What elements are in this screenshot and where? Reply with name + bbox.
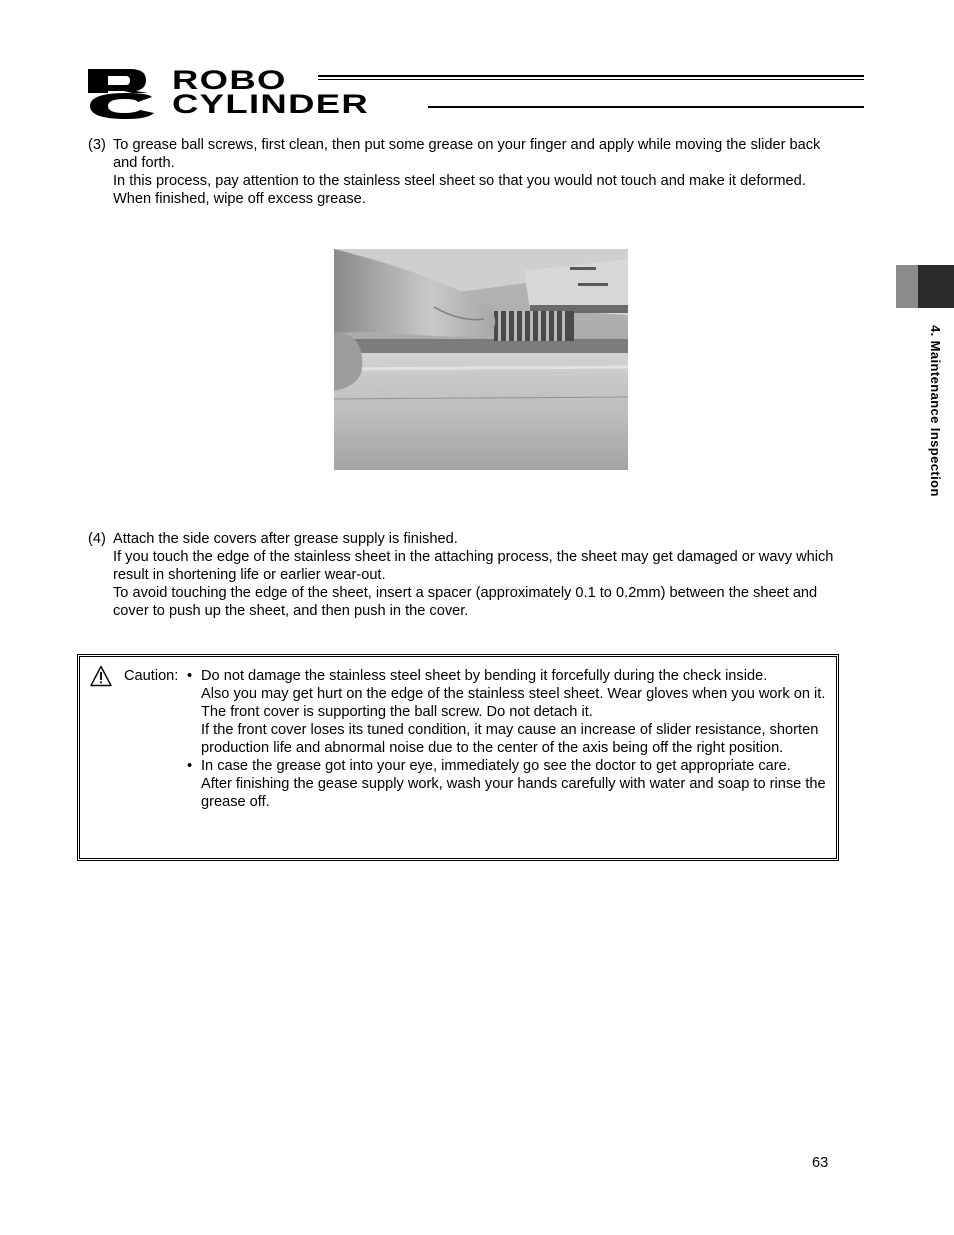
caution-line: After finishing the gease supply work, wash your hands carefully with water and soap to rinse the grease off. bbox=[201, 776, 826, 810]
header-rule-bottom bbox=[428, 106, 864, 108]
step-body bbox=[113, 136, 848, 208]
rc-logo-mark bbox=[86, 67, 156, 119]
header-rule-top-2 bbox=[318, 79, 864, 80]
caution-item bbox=[187, 667, 827, 757]
caution-item bbox=[187, 757, 827, 811]
logo-robo-text: ROBO bbox=[172, 65, 287, 95]
caution-line: If the front cover loses its tuned condition, it may cause an increase of slider resistance, shorten production life and abnormal noise due to the center of the axis being off the right position. bbox=[201, 722, 819, 756]
caution-line: Also you may get hurt on the edge of the stainless steel sheet. Wear gloves when you work on it. bbox=[201, 686, 826, 702]
grease-application-photo bbox=[334, 249, 628, 470]
section-tab-dark bbox=[918, 265, 954, 308]
step-body bbox=[113, 530, 848, 620]
warning-triangle-icon bbox=[90, 665, 112, 687]
caution-list bbox=[187, 667, 827, 811]
step-line: Attach the side covers after grease supply is finished. bbox=[113, 531, 458, 547]
logo-cylinder-text: CYLINDER bbox=[172, 89, 370, 119]
caution-line: The front cover is supporting the ball screw. Do not detach it. bbox=[201, 704, 593, 720]
step-4 bbox=[88, 530, 848, 620]
step-line: If you touch the edge of the stainless sheet in the attaching process, the sheet may get damaged or wavy which result in shortening life or earlier wear-out. bbox=[113, 549, 834, 583]
step-number: (3) bbox=[88, 137, 106, 153]
bullet: • bbox=[187, 668, 193, 684]
step-line: In this process, pay attention to the stainless steel sheet so that you would not touch and make it deformed. bbox=[113, 173, 806, 189]
caution-box bbox=[79, 656, 837, 859]
caution-label: Caution: bbox=[124, 668, 179, 684]
step-line: To grease ball screws, first clean, then put some grease on your finger and apply while moving the slider back and forth. bbox=[113, 137, 821, 171]
step-line: When finished, wipe off excess grease. bbox=[113, 191, 366, 207]
caution-line: In case the grease got into your eye, immediately go see the doctor to get appropriate care. bbox=[201, 758, 791, 774]
step-3 bbox=[88, 136, 848, 208]
step-line: To avoid touching the edge of the sheet, insert a spacer (approximately 0.1 to 0.2mm) between the sheet and cover to push up the sheet, and then push in the cover. bbox=[113, 585, 818, 619]
caution-line: Do not damage the stainless steel sheet by bending it forcefully during the check inside. bbox=[201, 668, 768, 684]
section-tab-light bbox=[896, 265, 918, 308]
bullet: • bbox=[187, 758, 193, 774]
header-rule-top-1 bbox=[318, 75, 864, 77]
page-number: 63 bbox=[812, 1155, 829, 1171]
section-label: 4. Maintenance Inspection bbox=[928, 325, 943, 497]
step-number: (4) bbox=[88, 531, 106, 547]
